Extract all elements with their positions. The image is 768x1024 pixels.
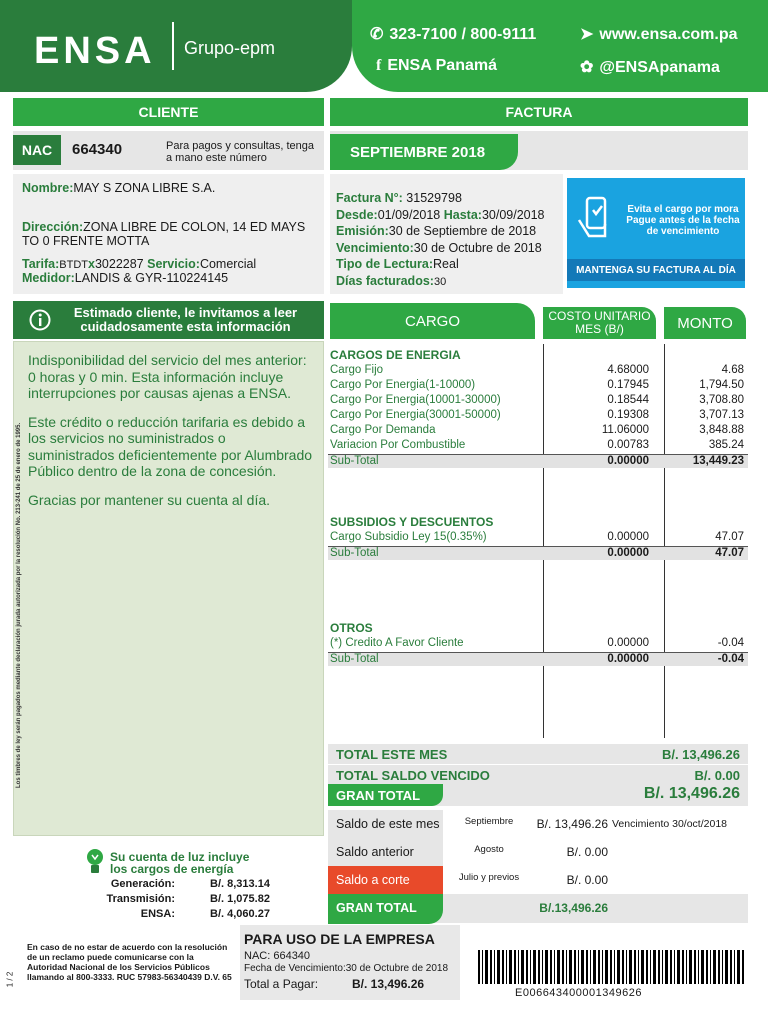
barcode-bar — [658, 950, 660, 984]
subtotal-row — [328, 652, 748, 666]
barcode-bar — [593, 950, 596, 984]
unit-cost: 0.18544 — [607, 394, 649, 406]
barcode-bar — [641, 950, 644, 984]
nac-note: Para pagos y consultas, tenga a mano este número — [166, 140, 314, 164]
subtotal-row — [328, 454, 748, 468]
web-contact[interactable]: ➤ www.ensa.com.pa — [580, 26, 738, 43]
barcode-bar — [509, 950, 512, 984]
barcode-bar — [574, 950, 576, 984]
charge-name: Cargo Por Energia(10001-30000) — [330, 394, 501, 406]
amount: 3,708.80 — [699, 394, 744, 406]
unit-cost: 0.19308 — [607, 409, 649, 421]
barcode-bar — [530, 950, 531, 984]
barcode-bar — [665, 950, 668, 984]
barcode-bar — [502, 950, 504, 984]
charge-name: Cargo Subsidio Ley 15(0.35%) — [330, 531, 487, 543]
barcode-bar — [737, 950, 740, 984]
charge-name: Cargo Por Demanda — [330, 424, 436, 436]
section-title-otros: OTROS — [330, 621, 373, 635]
amount: 47.07 — [715, 547, 744, 559]
barcode-bar — [545, 950, 548, 984]
cursor-icon: ➤ — [580, 26, 594, 43]
barcode-bar — [677, 950, 680, 984]
barcode-bar — [605, 950, 608, 984]
payment-hand-icon — [575, 196, 619, 242]
unit-cost: 0.00000 — [607, 547, 649, 559]
barcode-bar — [490, 950, 492, 984]
energy-breakdown-title: Su cuenta de luz incluye los cargos de energía — [110, 850, 250, 876]
page-number: 1 / 2 — [5, 971, 15, 988]
charge-row — [328, 394, 748, 408]
charge-row — [328, 531, 748, 545]
barcode-bar — [598, 950, 600, 984]
grand-total-row — [328, 784, 748, 806]
invoice-section-header: FACTURA — [330, 98, 748, 126]
barcode — [478, 950, 748, 984]
header-contact-panel — [352, 0, 768, 92]
total-overdue: TOTAL SALDO VENCIDO B/. 0.00 — [328, 765, 748, 785]
unit-cost: 4.68000 — [607, 364, 649, 376]
barcode-bar — [478, 950, 480, 984]
subtotal-row — [328, 546, 748, 560]
invoice-due: Vencimiento:30 de Octubre de 2018 — [336, 240, 542, 255]
summary-row: Saldo a corte Julio y previos B/. 0.00 — [328, 866, 748, 895]
info-icon — [29, 309, 51, 331]
notice-credit: Este crédito o reducción tarifaria es debido a los servicios no suministrados o suministrados deficientemente por Alumbrado Público dentro de la zona de concesión. — [28, 413, 313, 479]
client-meter: Medidor:LANDIS & GYR-110224145 — [22, 271, 229, 285]
company-nac: NAC: 664340 — [244, 950, 311, 962]
barcode-bar — [622, 950, 624, 984]
barcode-bar — [626, 950, 627, 984]
notice-outage: Indisponibilidad del servicio del mes anterior: 0 horas y 0 min. Esta información incluye interrupciones por causas ajenas a ENSA. — [28, 352, 307, 401]
invoice-number: Factura N°: 31529798 — [336, 191, 462, 205]
barcode-bar — [550, 950, 552, 984]
charges-table — [328, 344, 748, 738]
invoice-issue: Emisión:30 de Septiembre de 2018 — [336, 224, 537, 238]
barcode-bar — [562, 950, 564, 984]
charge-name: Sub-Total — [330, 653, 379, 665]
charge-name: Variacion Por Combustible — [330, 439, 466, 451]
billed-days: Días facturados:30 — [336, 273, 447, 288]
group-logo: Grupo-epm — [184, 38, 276, 58]
barcode-bar — [646, 950, 648, 984]
barcode-bar — [557, 950, 560, 984]
barcode-bar — [722, 950, 723, 984]
summary-grand-total: GRAN TOTAL B/.13,496.26 — [328, 894, 748, 924]
barcode-bar — [730, 950, 732, 984]
charge-row — [328, 409, 748, 423]
barcode-bar — [694, 950, 696, 984]
invoice-range: Desde:01/09/2018 Hasta:30/09/2018 — [336, 207, 545, 222]
summary-row: Saldo de este mes Septiembre B/. 13,496.26 Vencimiento 30/oct/2018 — [328, 810, 748, 839]
charge-name: (*) Credito A Favor Cliente — [330, 637, 464, 649]
summary-row: Saldo anterior Agosto B/. 0.00 — [328, 838, 748, 867]
barcode-bar — [610, 950, 612, 984]
invoice-info — [336, 190, 561, 290]
cargo-header: CARGO — [330, 303, 535, 339]
barcode-bar — [542, 950, 543, 984]
barcode-bar — [670, 950, 672, 984]
twitter-contact[interactable]: ✿ @ENSApanama — [580, 59, 720, 76]
charge-row — [328, 379, 748, 393]
notice-thanks: Gracias por mantener su cuenta al día. — [28, 491, 271, 508]
barcode-bar — [497, 950, 500, 984]
grand-total-label: GRAN TOTAL — [328, 784, 443, 806]
charge-name: Sub-Total — [330, 547, 379, 559]
company-due-date: Fecha de Vencimiento:30 de Octubre de 2018 — [244, 963, 449, 974]
notice-body — [13, 341, 324, 836]
disclaimer: En caso de no estar de acuerdo con la resolución de un reclamo puede comunicarse con la Autoridad Nacional de los Servicios Públicos llamando al 800-3333. RUC 57983-56340439 D.V. 65 — [27, 942, 232, 982]
barcode-bar — [602, 950, 603, 984]
company-use-title: PARA USO DE LA EMPRESA — [244, 931, 435, 947]
amount: 3,848.88 — [699, 424, 744, 436]
promo-footer: MANTENGA SU FACTURA AL DÍA — [567, 259, 745, 281]
nac-value: 664340 — [72, 141, 123, 158]
header — [0, 0, 768, 92]
barcode-bar — [514, 950, 516, 984]
barcode-bar — [554, 950, 555, 984]
barcode-bar — [617, 950, 620, 984]
barcode-bar — [590, 950, 591, 984]
barcode-bar — [718, 950, 720, 984]
barcode-bar — [638, 950, 639, 984]
barcode-bar — [485, 950, 488, 984]
barcode-bar — [742, 950, 744, 984]
unit-cost: 0.00783 — [607, 439, 649, 451]
reading-type: Tipo de Lectura:Real — [336, 257, 459, 271]
amount: 13,449.23 — [692, 455, 744, 467]
charge-name: Sub-Total — [330, 455, 379, 467]
barcode-bar — [634, 950, 636, 984]
charge-name: Cargo Fijo — [330, 364, 384, 376]
barcode-bar — [578, 950, 579, 984]
ensa-logo: ENSA — [34, 30, 156, 72]
client-tariff: Tarifa:BTDTx3022287 Servicio:Comercial — [22, 257, 257, 271]
nac-label: NAC — [13, 135, 61, 165]
charge-name: Cargo Por Energia(1-10000) — [330, 379, 476, 391]
barcode-bar — [710, 950, 711, 984]
barcode-bar — [650, 950, 651, 984]
phone-contact: ✆ 323-7100 / 800-9111 — [370, 26, 537, 43]
barcode-bar — [701, 950, 704, 984]
unit-cost-header: COSTO UNITARIO MES (B/) — [543, 307, 656, 339]
grand-total-value: B/. 13,496.26 — [643, 785, 740, 802]
twitter-icon: ✿ — [580, 59, 594, 76]
section-title-subsidios: SUBSIDIOS Y DESCUENTOS — [330, 515, 494, 529]
amount: 3,707.13 — [699, 409, 744, 421]
lightbulb-icon — [84, 847, 106, 877]
barcode-bar — [569, 950, 572, 984]
unit-cost: 0.00000 — [607, 653, 649, 665]
amount: -0.04 — [717, 637, 744, 649]
barcode-bar — [698, 950, 699, 984]
client-address: Dirección:ZONA LIBRE DE COLON, 14 ED MAYS TO 0 FRENTE MOTTA — [22, 220, 306, 248]
company-total: Total a Pagar: B/. 13,496.26 — [244, 977, 425, 991]
amount: 47.07 — [715, 531, 744, 543]
logo-divider — [172, 22, 174, 70]
barcode-bar — [518, 950, 519, 984]
barcode-bar — [653, 950, 656, 984]
client-name: Nombre:MAY S ZONA LIBRE S.A. — [22, 181, 216, 195]
unit-cost: 0.00000 — [607, 637, 649, 649]
unit-cost: 0.17945 — [607, 379, 649, 391]
barcode-bar — [734, 950, 735, 984]
amount: -0.04 — [717, 653, 744, 665]
side-legal-text: Los timbres de ley serán pagados mediante declaración jurada autorizada por la resolución No. 213-241 de 25 de enero de 1995. — [16, 422, 22, 788]
amount-header: MONTO — [664, 307, 746, 339]
facebook-icon: f — [376, 57, 382, 74]
header-brand-panel — [0, 0, 352, 92]
amount: 4.68 — [721, 364, 744, 376]
charge-row — [328, 637, 748, 651]
late-fee-promo — [567, 178, 745, 288]
unit-cost: 0.00000 — [607, 455, 649, 467]
phone-icon: ✆ — [370, 26, 384, 43]
barcode-bar — [682, 950, 684, 984]
charge-row — [328, 424, 748, 438]
barcode-number: E006643400001349626 — [515, 987, 642, 999]
promo-text: Evita el cargo por mora Pague antes de la fecha de vencimiento — [626, 204, 740, 237]
barcode-bar — [662, 950, 663, 984]
barcode-bar — [713, 950, 716, 984]
company-use-box — [240, 925, 460, 1000]
charge-name: Cargo Por Energia(30001-50000) — [330, 409, 501, 421]
barcode-bar — [629, 950, 632, 984]
barcode-bar — [494, 950, 495, 984]
barcode-bar — [506, 950, 507, 984]
section-title-energia: CARGOS DE ENERGIA — [330, 348, 461, 362]
barcode-bar — [674, 950, 675, 984]
charge-row — [328, 439, 748, 453]
barcode-bar — [686, 950, 687, 984]
barcode-bar — [526, 950, 528, 984]
facebook-contact[interactable]: f ENSA Panamá — [376, 57, 497, 74]
barcode-bar — [566, 950, 567, 984]
unit-cost: 11.06000 — [601, 424, 649, 436]
client-section-header: CLIENTE — [13, 98, 324, 126]
unit-cost: 0.00000 — [607, 531, 649, 543]
amount: 385.24 — [708, 439, 744, 451]
barcode-bar — [482, 950, 483, 984]
total-this-month: TOTAL ESTE MES B/. 13,496.26 — [328, 744, 748, 764]
barcode-bar — [689, 950, 692, 984]
barcode-bar — [725, 950, 728, 984]
amount: 1,794.50 — [699, 379, 744, 391]
barcode-bar — [533, 950, 536, 984]
billing-period: SEPTIEMBRE 2018 — [330, 134, 518, 170]
barcode-bar — [538, 950, 540, 984]
barcode-bar — [521, 950, 524, 984]
notice-header: Estimado cliente, le invitamos a leer cuidadosamente esta información — [13, 301, 324, 339]
barcode-bar — [614, 950, 615, 984]
barcode-bar — [706, 950, 708, 984]
barcode-bar — [586, 950, 588, 984]
charge-row — [328, 364, 748, 378]
barcode-bar — [581, 950, 584, 984]
